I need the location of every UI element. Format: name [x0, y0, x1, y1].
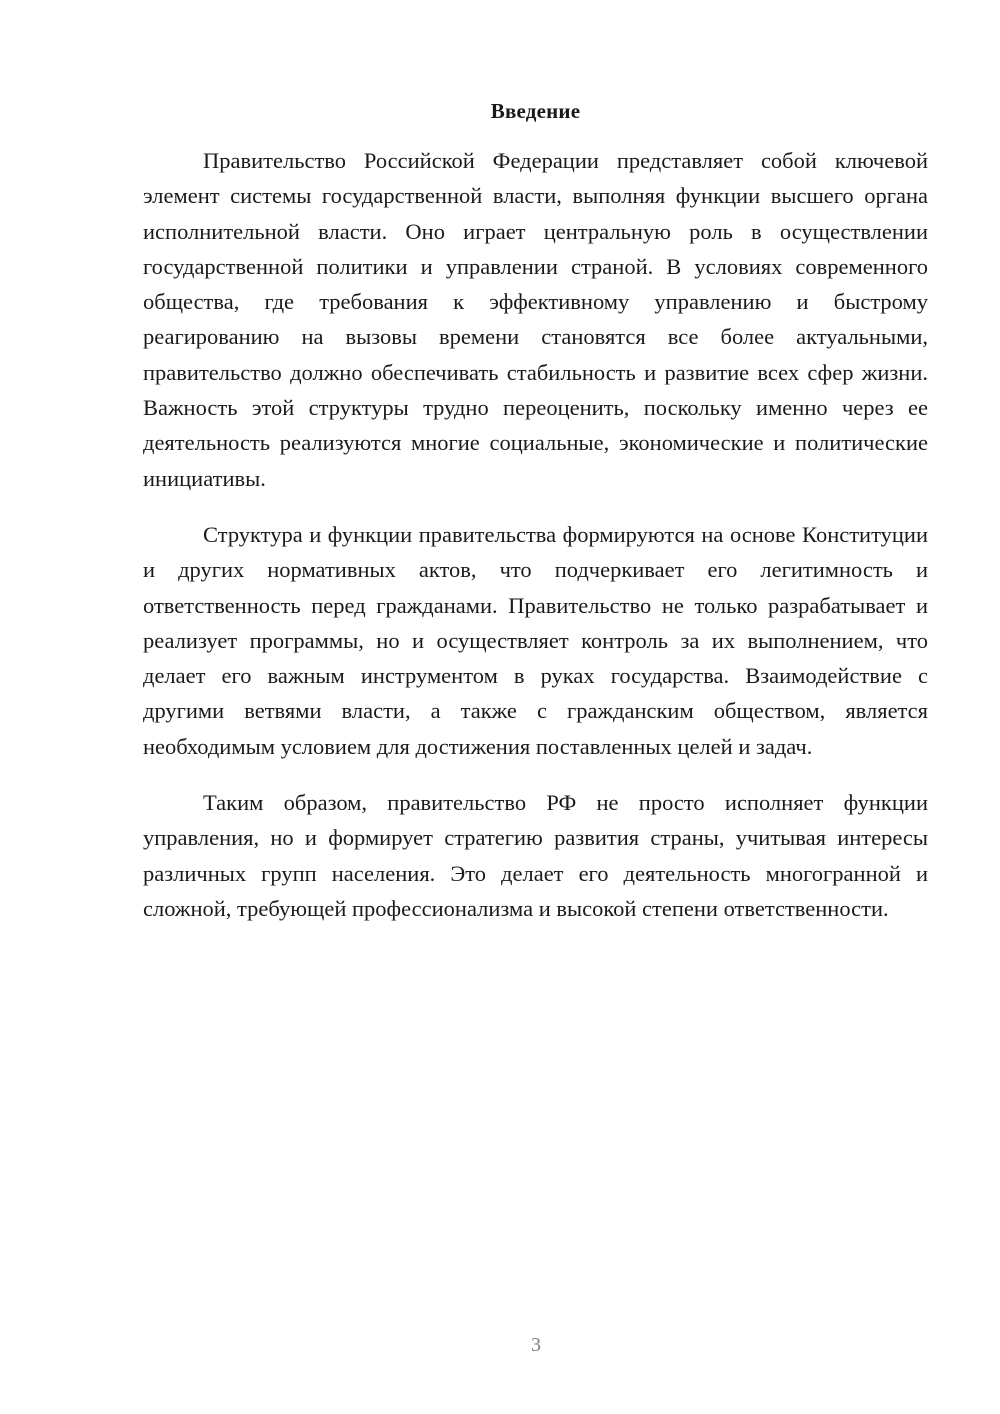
- page-number-text: 3: [531, 1334, 541, 1356]
- page-content: [143, 95, 928, 926]
- paragraph-3: Таким образом, правительство РФ не просто исполняет функции управления, но и формирует стратегию развития страны, учитывая интересы различных групп населения. Это делает его деятельность многогранной и сложной, требующей профессионализма и высокой степени ответственности.: [143, 790, 928, 921]
- page-number: [72, 1334, 1000, 1357]
- section-heading: Введение: [490, 99, 581, 123]
- paragraph-2: Структура и функции правительства формируются на основе Конституции и других нормативных актов, что подчеркивает его легитимность и ответственность перед гражданами. Правительство не только разрабатывает и реализует программы, но и осуществляет контроль за их выполнением, что делает его важным инструментом в руках государства. Взаимодействие с другими ветвями власти, а также с гражданским обществом, является необходимым условием для достижения поставленных целей и задач.: [143, 521, 928, 759]
- paragraph-1: Правительство Российской Федерации представляет собой ключевой элемент системы государственной власти, выполняя функции высшего органа исполнительной власти. Оно играет центральную роль в осуществлении государственной политики и управлении страной. В условиях современного общества, где требования к эффективному управлению и быстрому реагированию на вызовы времени становятся все более актуальными, правительство должно обеспечивать стабильность и развитие всех сфер жизни. Важность этой структуры трудно переоценить, поскольку именно через ее деятельность реализуются многие социальные, экономические и политические инициативы.: [143, 148, 928, 491]
